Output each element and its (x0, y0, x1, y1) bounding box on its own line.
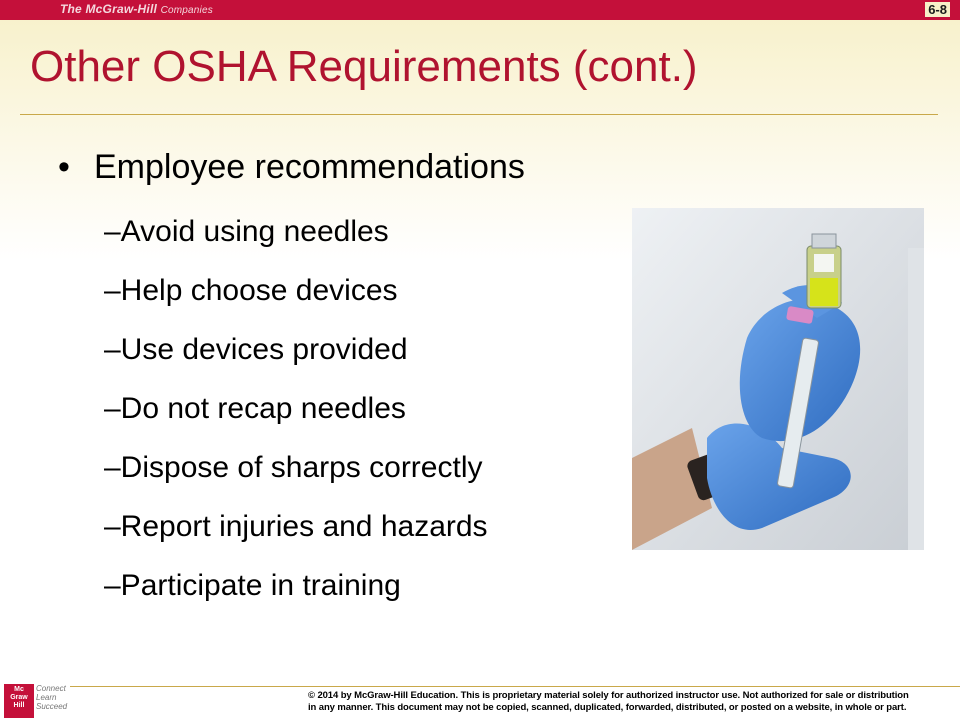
tagline-line: Succeed (36, 702, 68, 711)
main-bullet (58, 148, 525, 187)
logo-line: Hill (13, 702, 25, 709)
sub-bullet: –Dispose of sharps correctly (104, 451, 483, 484)
slide-number: 6-8 (925, 2, 950, 17)
sub-bullet: –Avoid using needles (104, 215, 389, 248)
copyright-line: © 2014 by McGraw-Hill Education. This is proprietary material solely for authorized instructor use. Not authorized for sale or distribution (308, 690, 909, 701)
mcgraw-hill-logo (4, 684, 34, 718)
footer-divider (70, 686, 960, 687)
main-bullet-text: Employee recommendations (94, 148, 525, 186)
copyright-line: in any manner. This document may not be copied, scanned, duplicated, forwarded, distributed, or posted on a website, in whole or part. (308, 702, 907, 713)
logo-line: Mc (14, 686, 24, 693)
logo-line: Graw (10, 694, 28, 701)
brand-name (60, 2, 213, 16)
sub-bullet: –Report injuries and hazards (104, 510, 488, 543)
sub-bullet-list (104, 210, 488, 623)
gloved-hands-syringe-photo (632, 208, 924, 550)
title-divider (20, 114, 938, 115)
bullet-dot: • (58, 148, 70, 186)
brand-main: The McGraw-Hill (60, 2, 158, 16)
slide-title: Other OSHA Requirements (cont.) (30, 42, 698, 91)
sub-bullet: –Help choose devices (104, 274, 398, 307)
sub-bullet: –Use devices provided (104, 333, 408, 366)
sub-bullet: –Participate in training (104, 569, 401, 602)
sub-bullet: –Do not recap needles (104, 392, 406, 425)
tagline (36, 684, 67, 711)
tagline-line: Learn (36, 693, 57, 702)
tagline-line: Connect (36, 684, 66, 693)
brand-sub: Companies (160, 5, 213, 16)
copyright-notice (308, 690, 953, 714)
